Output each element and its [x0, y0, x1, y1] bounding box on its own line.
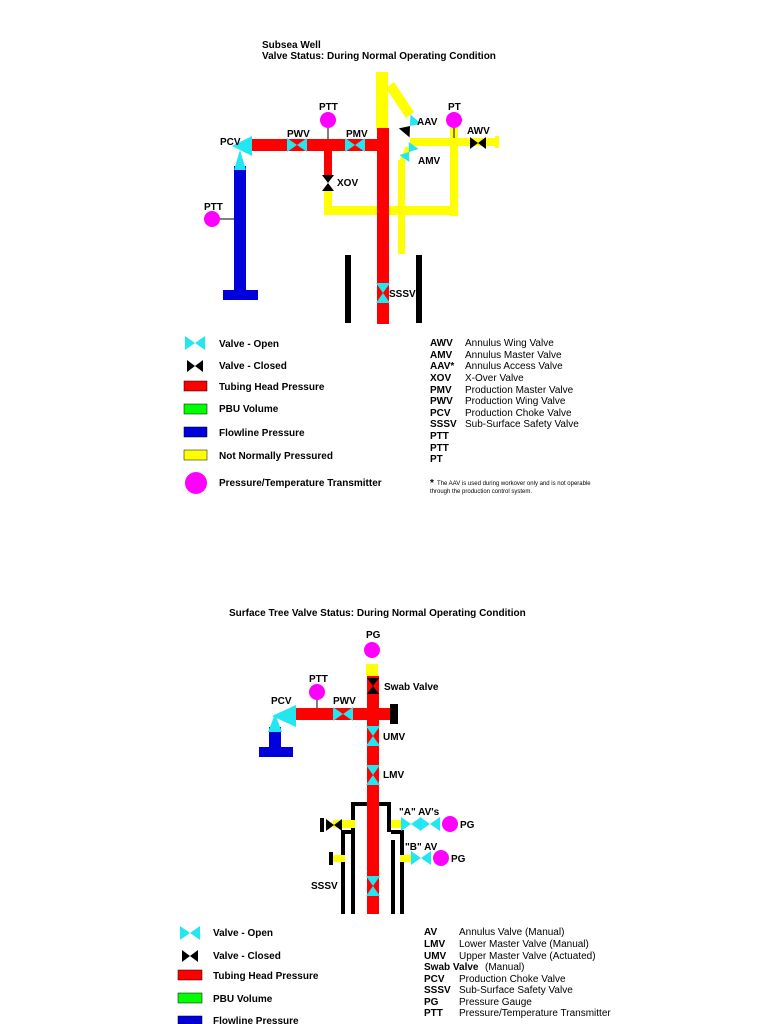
- surface-a-av-valve-1: [401, 817, 421, 831]
- legend-yellow-swatch: [184, 450, 207, 460]
- abbr-desc: Pressure Gauge: [459, 997, 532, 1008]
- abbr-code: PCV: [430, 408, 451, 419]
- legend-green-swatch: [184, 404, 207, 414]
- footnote-line2: through the production control system.: [430, 489, 533, 495]
- surface-label-pg-top: PG: [366, 630, 381, 641]
- abbr-code: PTT: [430, 431, 449, 442]
- abbr-code: AWV: [430, 338, 453, 349]
- abbr-desc: Pressure/Temperature Transmitter: [459, 1008, 611, 1019]
- subsea-tubing-red: [252, 128, 389, 324]
- surface-label-a-avs: "A" AV's: [399, 807, 440, 818]
- subsea-label-pwv: PWV: [287, 129, 310, 140]
- surface-b-av-valve: [411, 851, 431, 865]
- legend-open-valve-icon: [185, 336, 205, 350]
- abbr-code: AAV*: [430, 361, 455, 372]
- legend-item-label: Valve - Closed: [213, 951, 281, 962]
- legend-red-swatch: [184, 381, 207, 391]
- surface-pg-top-gauge: [364, 642, 380, 658]
- abbr-code: AV: [424, 927, 438, 938]
- subsea-diagram: [184, 40, 591, 495]
- abbr-code: AMV: [430, 350, 453, 361]
- surface-label-sssv: SSSV: [311, 881, 338, 892]
- abbr-desc: X-Over Valve: [465, 373, 524, 384]
- subsea-label-sssv: SSSV: [389, 289, 416, 300]
- legend-item-label: Valve - Open: [219, 339, 280, 350]
- legend-item-label: Valve - Closed: [219, 361, 287, 372]
- legend-item-label: Not Normally Pressured: [219, 451, 333, 462]
- subsea-label-awv: AWV: [467, 126, 490, 137]
- legend-item-label: Flowline Pressure: [219, 428, 305, 439]
- abbr-desc: Production Choke Valve: [459, 974, 566, 985]
- surface-a-av-valve-2: [420, 817, 440, 831]
- surface-label-pwv: PWV: [333, 696, 356, 707]
- legend-item-label: Flowline Pressure: [213, 1016, 299, 1024]
- legend-closed-valve-icon: [182, 950, 198, 962]
- footnote-line1: The AAV is used during workover only and is not operable: [437, 481, 591, 487]
- legend-item-label: PBU Volume: [213, 994, 273, 1005]
- surface-diagram: [178, 608, 611, 1024]
- abbr-code: PTT: [430, 443, 449, 454]
- abbr-desc: Sub-Surface Safety Valve: [465, 419, 579, 430]
- legend-item-label: PBU Volume: [219, 404, 279, 415]
- abbr-desc: Production Choke Valve: [465, 408, 572, 419]
- subsea-ptt-left-transmitter: [204, 211, 220, 227]
- subsea-flowline-blue: [223, 166, 258, 300]
- abbr-code: Swab Valve: [424, 962, 479, 973]
- surface-abbreviations: [424, 927, 611, 1019]
- surface-pcv-choke: [268, 705, 296, 732]
- abbr-desc: Annulus Valve (Manual): [459, 927, 565, 938]
- abbr-desc: Annulus Master Valve: [465, 350, 562, 361]
- subsea-casing-right: [416, 255, 422, 323]
- subsea-label-aav: AAV: [417, 117, 438, 128]
- abbr-code: SSSV: [424, 985, 451, 996]
- footnote-mark: *: [430, 478, 434, 489]
- legend-blue-swatch: [178, 1016, 202, 1024]
- surface-yellow-stub: [400, 855, 412, 862]
- legend-item-label: Tubing Head Pressure: [213, 971, 319, 982]
- abbr-desc: Production Master Valve: [465, 385, 574, 396]
- subsea-abbreviations: [430, 338, 579, 465]
- surface-label-pg-a: PG: [460, 820, 475, 831]
- surface-label-ptt: PTT: [309, 674, 328, 685]
- surface-label-swab: Swab Valve: [384, 682, 439, 693]
- subsea-ptt-top-transmitter: [320, 112, 336, 128]
- subsea-label-pcv: PCV: [220, 137, 241, 148]
- surface-label-umv: UMV: [383, 732, 406, 743]
- abbr-desc: Upper Master Valve (Actuated): [459, 951, 596, 962]
- abbr-code: PT: [430, 454, 443, 465]
- abbr-desc: Lower Master Valve (Manual): [459, 939, 589, 950]
- subsea-title-line2: Valve Status: During Normal Operating Condition: [262, 51, 496, 62]
- legend-transmitter-icon: [185, 472, 207, 494]
- subsea-label-pmv: PMV: [346, 129, 368, 140]
- legend-item-label: Valve - Open: [213, 928, 274, 939]
- surface-casing-black: [320, 802, 404, 914]
- abbr-desc: Annulus Access Valve: [465, 361, 563, 372]
- subsea-label-pt: PT: [448, 102, 461, 113]
- subsea-label-xov: XOV: [337, 178, 359, 189]
- subsea-title-line1: Subsea Well: [262, 40, 321, 51]
- surface-legend: [178, 926, 319, 1024]
- legend-item-label: Tubing Head Pressure: [219, 382, 325, 393]
- subsea-yellow-pipes: [324, 72, 499, 254]
- subsea-pt-transmitter: [446, 112, 462, 128]
- abbr-code: XOV: [430, 373, 452, 384]
- legend-open-valve-icon: [180, 926, 200, 940]
- legend-closed-valve-icon: [187, 360, 203, 372]
- abbr-code: PCV: [424, 974, 445, 985]
- abbr-code: PG: [424, 997, 439, 1008]
- surface-yellow-stub: [333, 855, 345, 862]
- surface-yellow-stub: [391, 820, 401, 828]
- abbr-desc: Sub-Surface Safety Valve: [459, 985, 573, 996]
- surface-label-pg-b: PG: [451, 854, 466, 865]
- abbr-desc: Annulus Wing Valve: [465, 338, 554, 349]
- surface-pg-a-gauge: [442, 816, 458, 832]
- surface-label-lmv: LMV: [383, 770, 405, 781]
- surface-yellow-cap: [366, 664, 378, 676]
- abbr-code: PMV: [430, 385, 452, 396]
- subsea-xov-valve: [322, 175, 334, 191]
- abbr-code: SSSV: [430, 419, 457, 430]
- surface-label-b-av: "B" AV: [405, 842, 438, 853]
- abbr-desc: (Manual): [485, 962, 525, 973]
- legend-green-swatch: [178, 993, 202, 1003]
- legend-red-swatch: [178, 970, 202, 980]
- subsea-label-ptt-left: PTT: [204, 202, 223, 213]
- abbr-code: PWV: [430, 396, 453, 407]
- surface-label-pcv: PCV: [271, 696, 292, 707]
- abbr-code: LMV: [424, 939, 446, 950]
- subsea-casing-left: [345, 255, 351, 323]
- subsea-legend: [184, 336, 382, 494]
- surface-title: Surface Tree Valve Status: During Normal Operating Condition: [229, 608, 526, 619]
- abbr-code: PTT: [424, 1008, 443, 1019]
- surface-ptt-transmitter: [309, 684, 325, 700]
- abbr-desc: Production Wing Valve: [465, 396, 566, 407]
- subsea-label-amv: AMV: [418, 156, 441, 167]
- subsea-label-ptt-top: PTT: [319, 102, 338, 113]
- abbr-code: UMV: [424, 951, 447, 962]
- legend-item-label: Pressure/Temperature Transmitter: [219, 478, 382, 489]
- legend-blue-swatch: [184, 427, 207, 437]
